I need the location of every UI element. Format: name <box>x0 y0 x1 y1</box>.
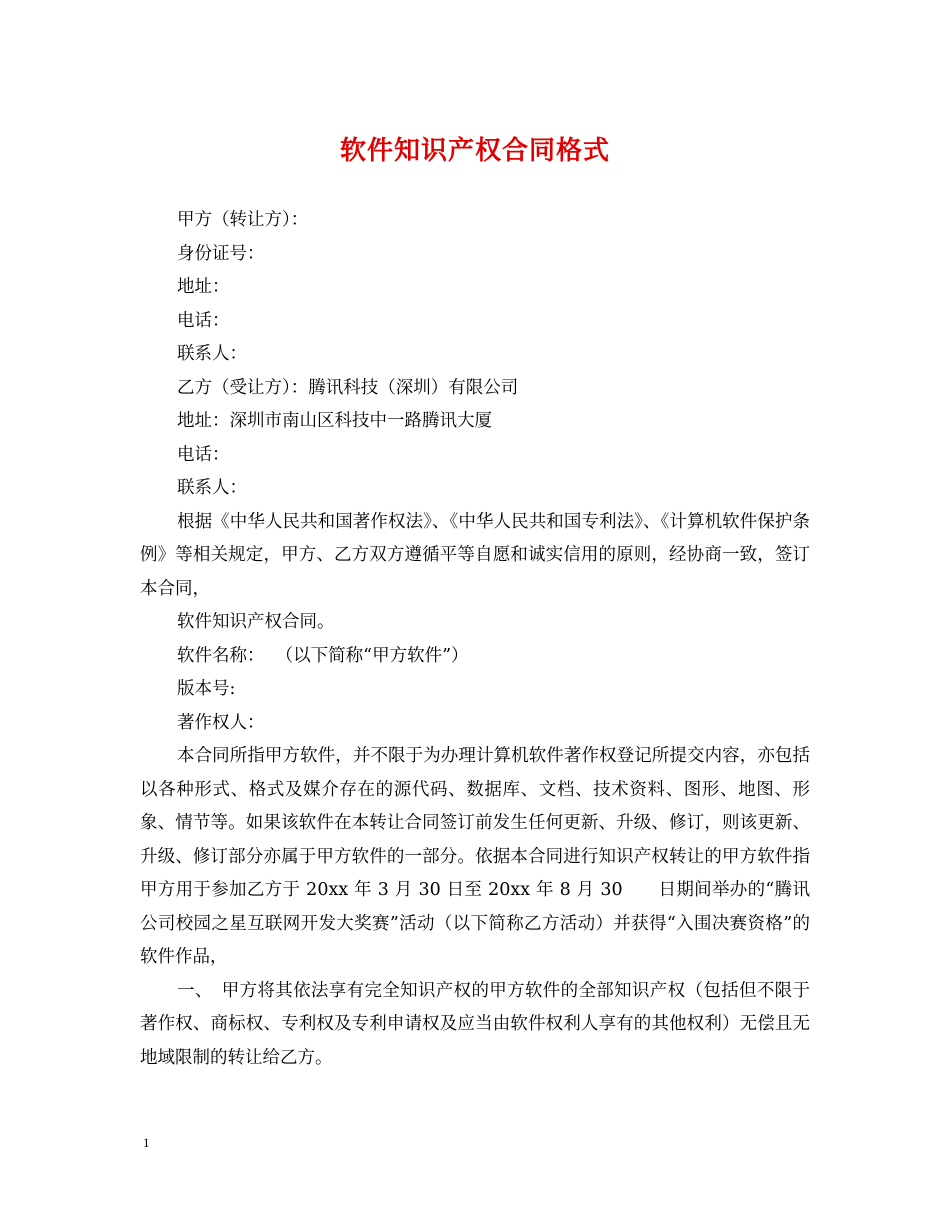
party-b-label: 乙方（受让方）：腾讯科技（深圳）有限公司 <box>177 377 519 398</box>
document-title: 软件知识产权合同格式 <box>339 136 610 166</box>
preamble-paragraph: 根据《中华人民共和国著作权法》、《中华人民共和国专利法》、《计算机软件保护条例》等相关规定，甲方、乙方双方遵循平等自愿和诚实信用的原则，经协商一致，签订本合同， <box>140 511 810 599</box>
copyright-holder: 著作权人： <box>177 712 265 733</box>
party-a-label: 甲方（转让方）： <box>177 210 309 230</box>
software-name: 软件名称： （以下简称“甲方软件”） <box>177 645 469 666</box>
document-body <box>140 204 810 1075</box>
party-a-phone: 电话： <box>177 310 230 331</box>
contract-name: 软件知识产权合同。 <box>177 612 335 632</box>
party-b-phone: 电话： <box>177 444 230 465</box>
version-number: 版本号: <box>177 679 236 699</box>
page-number: 1 <box>143 1135 150 1150</box>
party-a-address: 地址： <box>177 277 230 297</box>
definition-paragraph: 本合同所指甲方软件，并不限于为办理计算机软件著作权登记所提交内容，亦包括以各种形式、格式及媒介存在的源代码、数据库、文档、技术资料、图形、地图、形象、情节等。如果该软件在本转让合同签订前发生任何更新、升级、修订，则该更新、升级、修订部分亦属于甲方软件的一部分。依据本合同进行知识产权转让的甲方软件指甲方用于参加乙方于 20xx 年 3 月 30 日至 20xx 年 8 月 30 日期间举办的“腾讯公司校园之星互联网开发大奖赛”活动（以下简称乙方活动）并获得“入围决赛资格”的软件作品， <box>140 746 810 967</box>
party-a-contact: 联系人： <box>177 344 247 364</box>
clause-one-paragraph: 一、 甲方将其依法享有完全知识产权的甲方软件的全部知识产权（包括但不限于著作权、商标权、专利权及专利申请权及应当由软件权利人享有的其他权利）无偿且无地域限制的转让给乙方。 <box>140 980 810 1068</box>
party-b-address: 地址：深圳市南山区科技中一路腾讯大厦 <box>177 411 492 431</box>
party-b-contact: 联系人： <box>177 478 247 498</box>
party-a-id-number: 身份证号： <box>177 243 265 264</box>
